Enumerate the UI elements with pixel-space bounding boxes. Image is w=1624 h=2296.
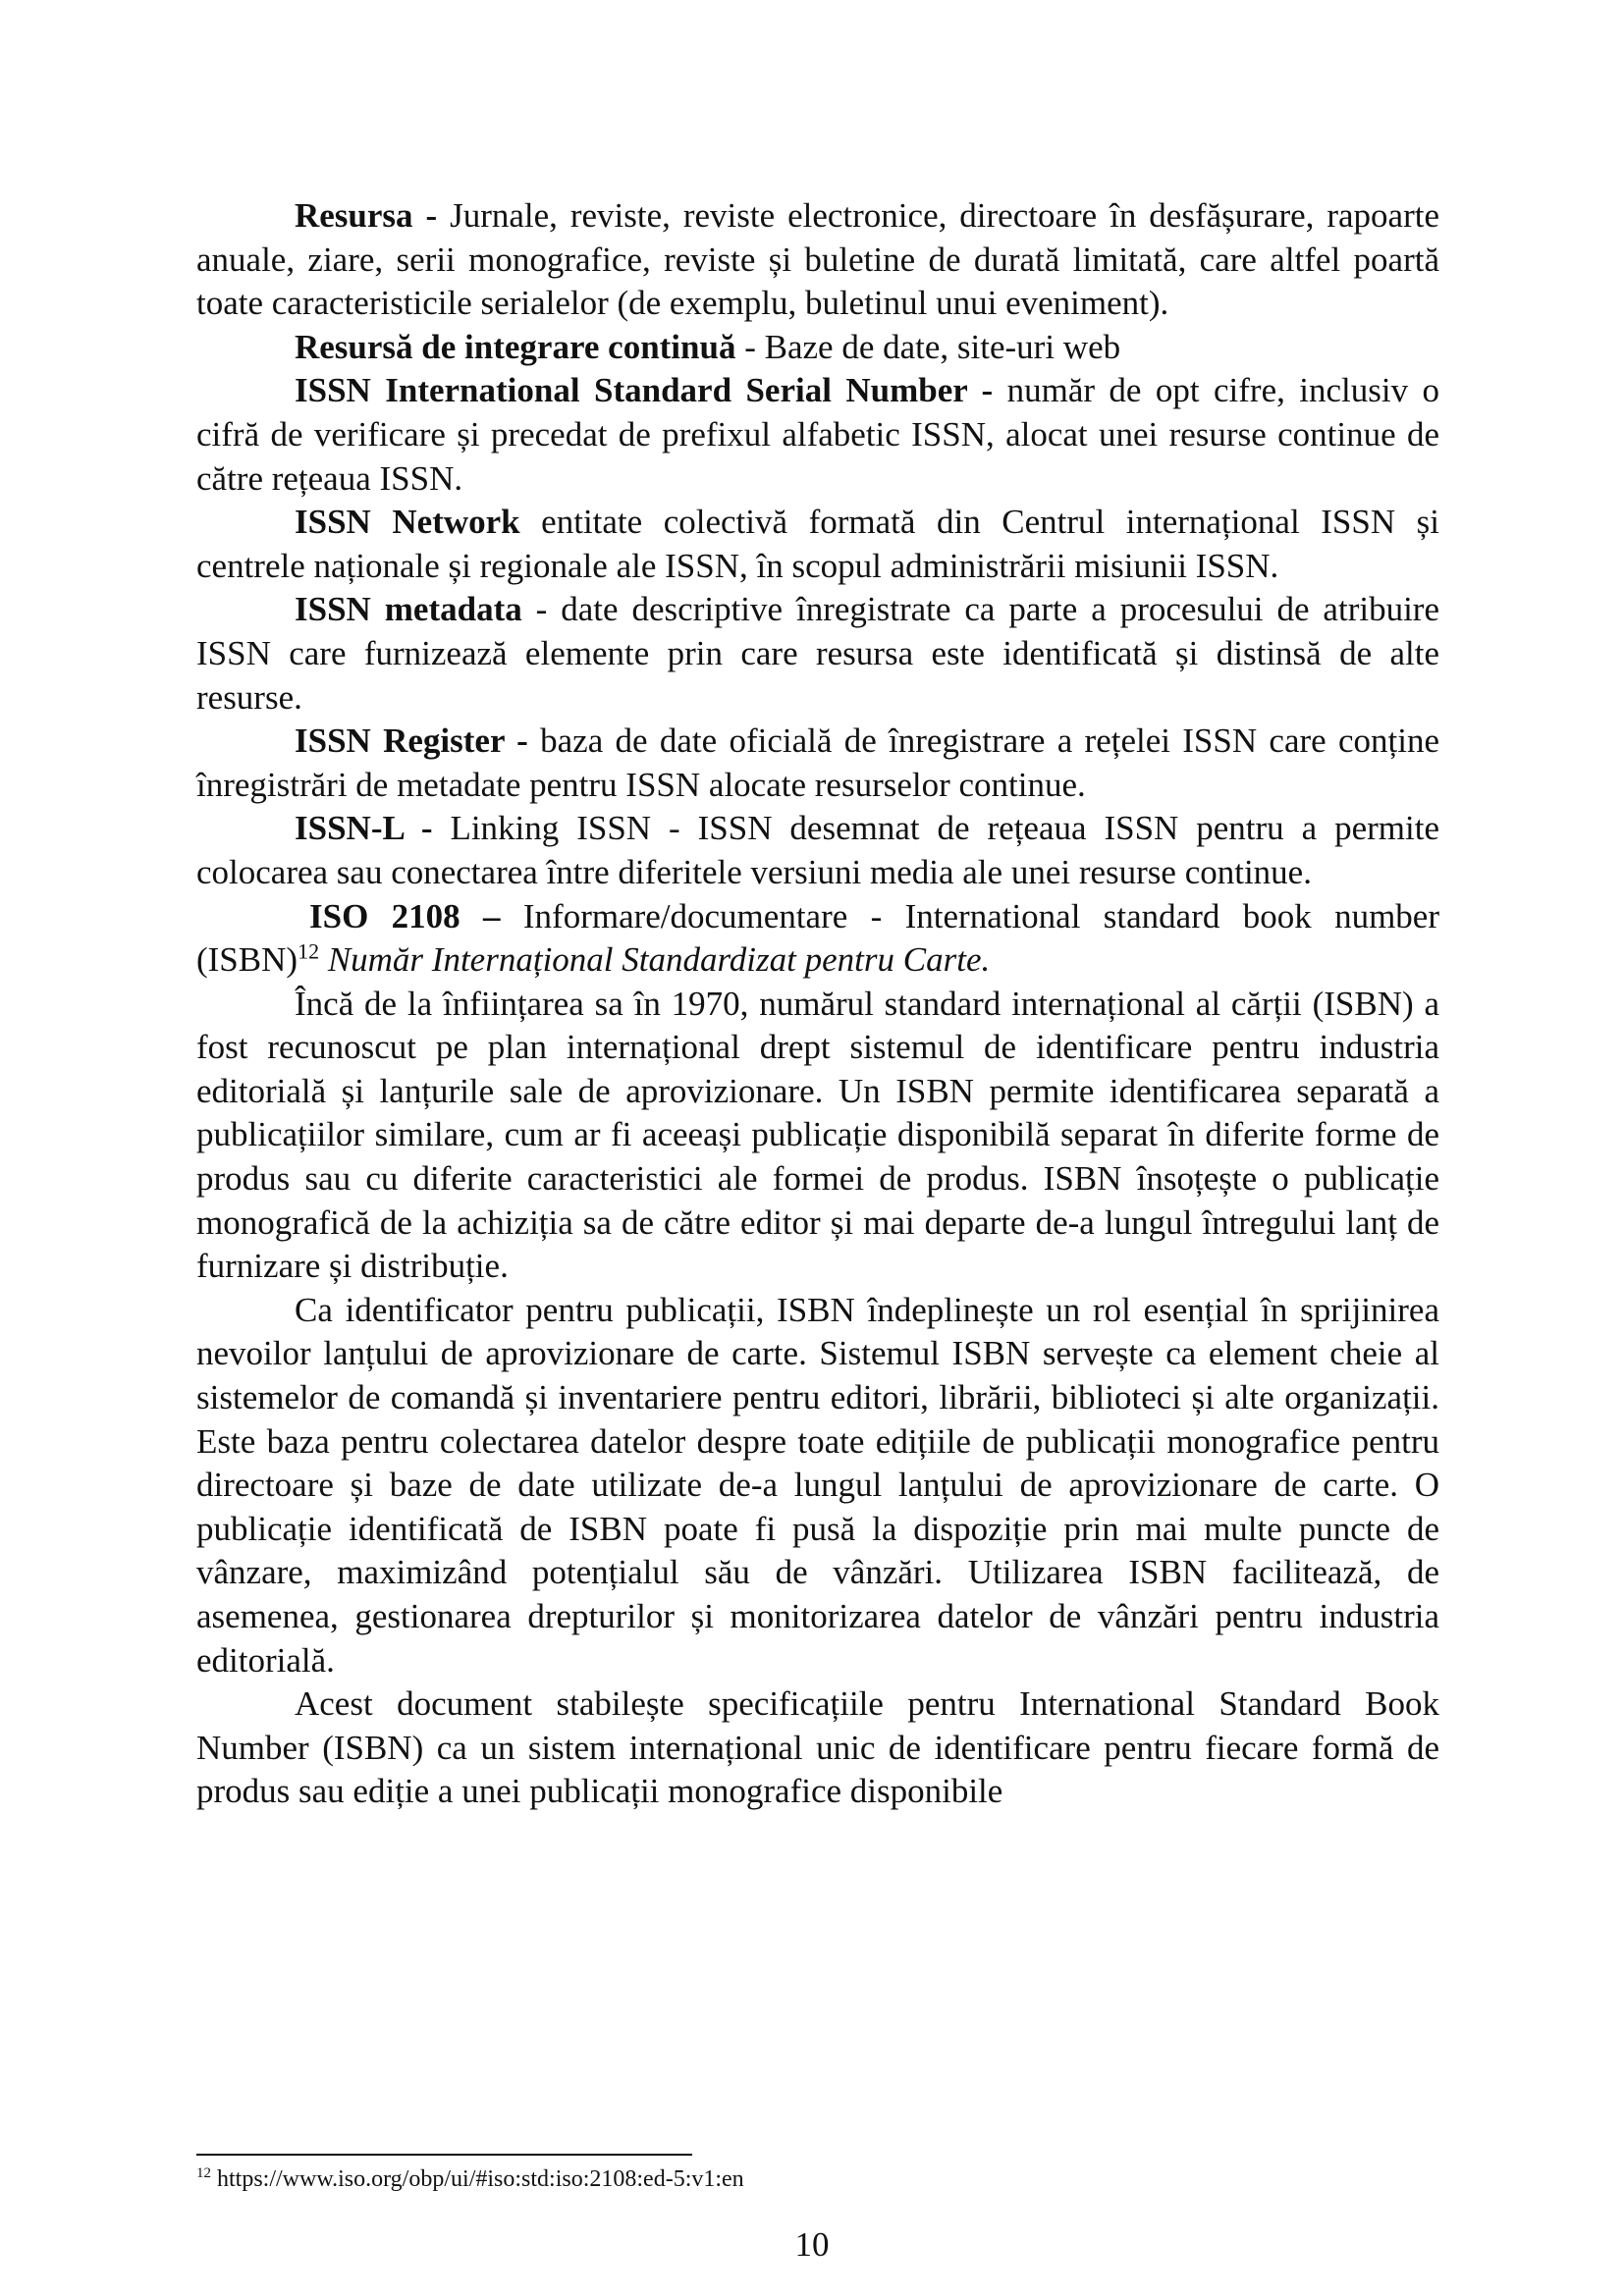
definition-text: - Baze de date, site-uri web — [735, 327, 1121, 366]
term: ISSN Network — [295, 503, 520, 542]
definition-issn-metadata — [196, 588, 1439, 720]
term: ISSN-L - — [295, 809, 433, 848]
definition-issn — [196, 369, 1439, 501]
definition-text: entitate colectivă formată din Centrul internațional ISSN și centrele naționale și regionale ale ISSN, în scopul administrării misiunii ISSN. — [196, 503, 1439, 585]
definition-text: Linking ISSN - ISSN desemnat de rețeaua ISSN pentru a permite colocarea sau conectarea între diferitele versiuni media ale unei resurse continue. — [196, 809, 1439, 891]
footnote — [196, 2164, 744, 2194]
term: ISO 2108 – — [309, 896, 501, 935]
term: Resursă de integrare continuă — [295, 327, 736, 366]
definition-text: baza de date oficială de înregistrare a rețelei ISSN care conține înregistrări de metadate pentru ISSN alocate resurselor continue. — [196, 721, 1440, 804]
body-paragraph: Încă de la înființarea sa în 1970, numărul standard internațional al cărții (ISBN) a fost recunoscut pe plan internațional drept sistemul de identificare pentru industria editorială și lanțurile sale de aprovizionare. Un ISBN permite identificarea separată a publicațiilor similare, cum ar fi aceeași publicație disponibilă separat în diferite forme de produs sau cu diferite caracteristici ale formei de produs. ISBN însoțește o publicație monografică de la achiziția sa de către editor și mai departe de-a lungul întregului lanț de furnizare și distribuție. — [196, 984, 1439, 1286]
term: ISSN International Standard Serial Number - — [295, 371, 994, 410]
iso-2108-heading — [196, 895, 1439, 983]
term: ISSN metadata — [295, 590, 522, 629]
iso-text: Informare/documentare - International standard book number (ISBN) — [196, 896, 1439, 980]
iso-italic-title: Număr Internațional Standardizat pentru Carte. — [319, 940, 991, 980]
document-page — [196, 194, 1439, 1814]
definition-text: număr de opt cifre, inclusiv o cifră de verificare și precedat de prefixul alfabetic ISSN, alocat unei resurse continue de către rețeaua ISSN. — [196, 371, 1439, 498]
term: Resursa - — [295, 196, 438, 235]
definition-resursa-integrare — [196, 326, 1439, 370]
term: ISSN Register - — [295, 721, 528, 761]
body-paragraph: Acest document stabilește specificațiile pentru International Standard Book Number (ISBN) ca un sistem internațional unic de identificare pentru fiecare formă de produs sau ediție a unei publicații monografice disponibile — [196, 1684, 1439, 1811]
body-paragraph: Ca identificator pentru publicații, ISBN îndeplinește un rol esențial în sprijinirea nevoilor lanțului de aprovizionare de carte. Sistemul ISBN servește ca element cheie al sistemelor de comandă și inventariere pentru editori, librării, biblioteci și alte organizații. Este baza pentru colectarea datelor despre toate edițiile de publicații monografice pentru directoare și baze de date utilizate de-a lungul lanțului de aprovizionare de carte. O publicație identificată de ISBN poate fi pusă la dispoziție prin mai multe puncte de vânzare, maximizând potențialul său de vânzări. Utilizarea ISBN facilitează, de asemenea, gestionarea drepturilor și monitorizarea datelor de vânzări pentru industria editorială. — [196, 1290, 1439, 1680]
footnote-reference: 12 — [298, 938, 320, 964]
definition-issn-register — [196, 720, 1439, 807]
definition-resursa — [196, 194, 1439, 326]
definition-text: - date descriptive înregistrate ca parte a procesului de atribuire ISSN care furnizează elemente prin care resursa este identificată și distinsă de alte resurse. — [196, 590, 1439, 717]
footnote-number: 12 — [196, 2165, 211, 2181]
page-number: 10 — [794, 2225, 830, 2264]
footnote-url: https://www.iso.org/obp/ui/#iso:std:iso:2108:ed-5:v1:en — [211, 2166, 744, 2192]
definition-issn-l — [196, 807, 1439, 894]
definition-text: Jurnale, reviste, reviste electronice, directoare în desfășurare, rapoarte anuale, ziare, serii monografice, reviste și buletine de durată limitată, care altfel poartă toate caracteristicile serialelor (de exemplu, buletinul unui eveniment). — [196, 196, 1439, 323]
footnote-divider — [196, 2154, 692, 2156]
definition-issn-network — [196, 501, 1439, 588]
